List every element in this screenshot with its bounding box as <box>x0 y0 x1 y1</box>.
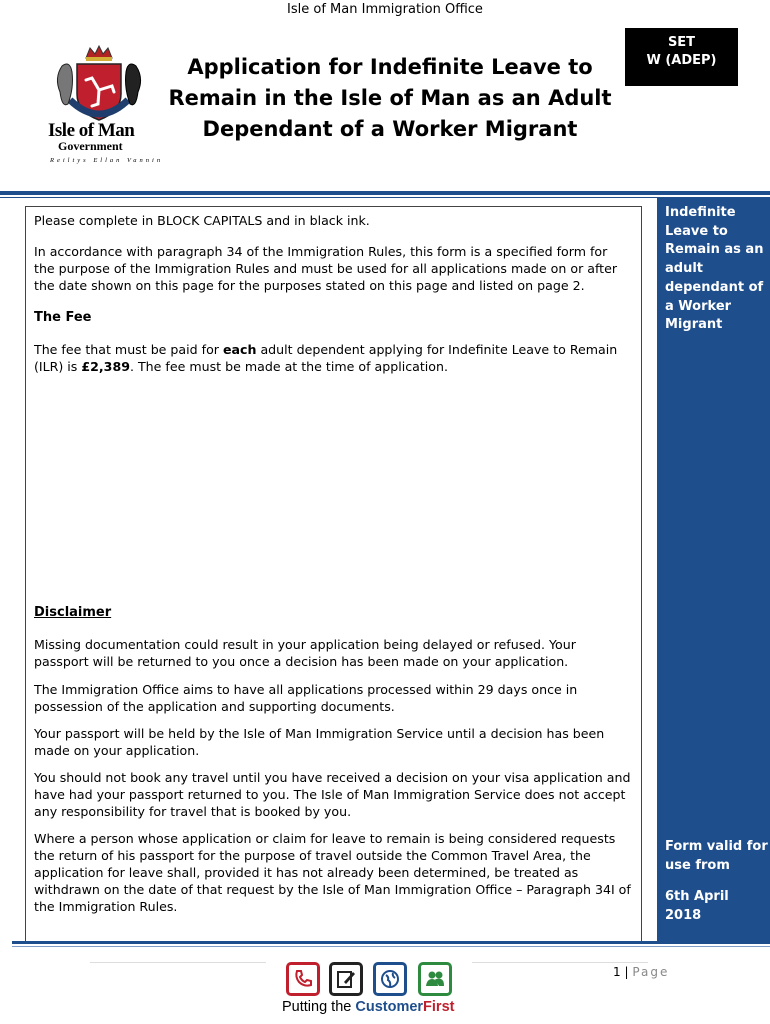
page-label: Page <box>632 965 670 979</box>
fee-text-each: each <box>222 342 257 357</box>
slogan-part-1: Putting the <box>282 999 356 1015</box>
logo-title: Isle of Man <box>48 120 135 141</box>
top-divider <box>0 191 770 195</box>
form-code-set: SET <box>667 35 696 50</box>
fee-text-b: adult dependent applying for Indefinite Leave to Remain (ILR) is <box>34 342 618 374</box>
slogan-part-3: First <box>423 999 455 1015</box>
fee-paragraph <box>34 341 624 375</box>
people-icon <box>418 962 452 996</box>
top-divider-thin <box>0 197 770 198</box>
logo-subtitle: Government <box>58 139 123 153</box>
bottom-divider-thin <box>12 946 770 947</box>
slogan-part-2: Customer <box>355 999 424 1015</box>
form-title: Application for Indefinite Leave to Remain in the Isle of Man as an Adult Dependant of a Worker Migrant <box>168 55 612 141</box>
disclaimer-paragraph-1: Missing documentation could result in your application being delayed or refused. Your passport will be returned to you once a decision has been made on your application. <box>34 637 576 669</box>
footer-slogan <box>282 999 454 1015</box>
form-code-badge <box>625 28 738 86</box>
accordance-paragraph: In accordance with paragraph 34 of the Immigration Rules, this form is a specified form for the purpose of the Immigration Rules and must be used for all applications made on or after the date shown on this page for the purposes stated on this page and listed on page 2. <box>34 244 618 293</box>
disclaimer-paragraph-2: The Immigration Office aims to have all applications processed within 29 days once in possession of the application and supporting documents. <box>34 682 578 714</box>
fee-text-a: The fee that must be paid for <box>34 342 223 357</box>
page-number-value: 1 <box>613 965 621 979</box>
fee-heading: The Fee <box>34 310 92 325</box>
block-capitals-instruction: Please complete in BLOCK CAPITALS and in black ink. <box>34 213 370 228</box>
fee-amount: £2,389 <box>81 359 130 374</box>
footer-line-left <box>90 962 266 963</box>
phone-icon <box>286 962 320 996</box>
page-number <box>613 965 669 979</box>
footer-line-right <box>472 962 648 963</box>
disclaimer-heading: Disclaimer <box>34 605 112 620</box>
logo-manx-motto: Reiltys Ellan Vannin <box>50 157 164 164</box>
sidebar-category: Indefinite Leave to Remain as an adult dependant of a Worker Migrant <box>665 205 764 333</box>
fee-text-c: . The fee must be made at the time of application. <box>129 359 448 374</box>
globe-icon <box>373 962 407 996</box>
sidebar-panel <box>657 198 770 941</box>
bottom-divider <box>12 941 770 944</box>
page-number-separator: | <box>624 965 629 979</box>
form-code-name: W (ADEP) <box>646 53 717 68</box>
disclaimer-paragraph-3: Your passport will be held by the Isle of Man Immigration Service until a decision has been made on your application. <box>34 726 605 758</box>
disclaimer-paragraph-4: You should not book any travel until you have received a decision on your visa application and have had your passport returned to you. The Isle of Man Immigration Service does not accept any responsibility for travel that is booked by you. <box>34 770 631 819</box>
disclaimer-paragraph-5: Where a person whose application or claim for leave to remain is being considered requests the return of his passport for the purpose of travel outside the Common Travel Area, the application for leave shall, provided it has not already been determined, be treated as withdrawn on the date of that request by the Isle of Man Immigration Office – Paragraph 34I of the Immigration Rules. <box>34 831 631 914</box>
edit-icon <box>329 962 363 996</box>
header-office-name: Isle of Man Immigration Office <box>287 2 483 17</box>
sidebar-valid-label: Form valid for use from <box>665 839 768 873</box>
sidebar-valid-date: 6th April 2018 <box>665 889 729 923</box>
